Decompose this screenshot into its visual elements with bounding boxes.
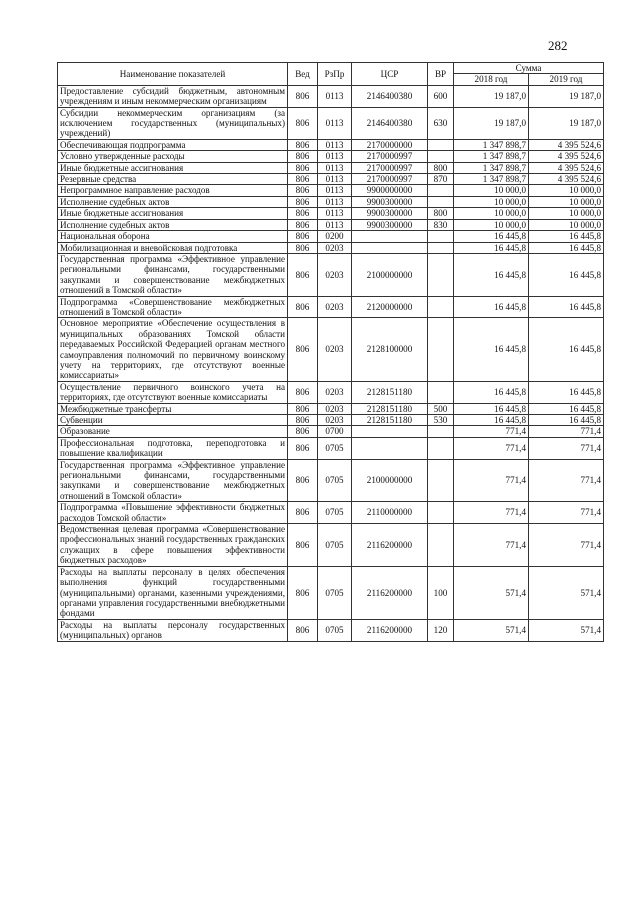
cell-vr: 800	[428, 208, 454, 219]
cell-vr: 530	[428, 415, 454, 426]
cell-sum-2018: 1 347 898,7	[454, 151, 529, 162]
cell-csr: 2170000997	[352, 174, 428, 185]
cell-sum-2018: 16 445,8	[454, 403, 529, 414]
cell-sum-2018: 771,4	[454, 524, 529, 567]
table-row	[58, 524, 604, 567]
cell-sum-2018: 571,4	[454, 566, 529, 619]
cell-vr	[428, 381, 454, 403]
table-row	[58, 253, 604, 296]
cell-csr	[352, 242, 428, 253]
cell-csr: 2170000997	[352, 162, 428, 173]
table-row	[58, 231, 604, 242]
cell-ved: 806	[288, 253, 318, 296]
cell-csr: 9900000000	[352, 185, 428, 196]
cell-rzpr: 0113	[318, 107, 352, 139]
cell-sum-2018: 771,4	[454, 437, 529, 459]
table-row	[58, 459, 604, 502]
cell-sum-2019: 4 395 524,6	[529, 174, 604, 185]
cell-ved: 806	[288, 426, 318, 437]
table-row	[58, 415, 604, 426]
table-row	[58, 139, 604, 150]
cell-sum-2018: 1 347 898,7	[454, 174, 529, 185]
cell-rzpr: 0113	[318, 185, 352, 196]
cell-csr: 2120000000	[352, 296, 428, 318]
cell-csr: 2128151180	[352, 415, 428, 426]
cell-sum-2018: 10 000,0	[454, 185, 529, 196]
cell-rzpr: 0113	[318, 139, 352, 150]
cell-vr: 120	[428, 619, 454, 641]
table-row	[58, 151, 604, 162]
table-row	[58, 185, 604, 196]
cell-rzpr: 0113	[318, 85, 352, 107]
cell-rzpr: 0705	[318, 566, 352, 619]
cell-sum-2018: 1 347 898,7	[454, 139, 529, 150]
cell-sum-2019: 571,4	[529, 619, 604, 641]
cell-vr: 870	[428, 174, 454, 185]
cell-ved: 806	[288, 162, 318, 173]
cell-rzpr: 0113	[318, 196, 352, 207]
cell-sum-2018: 1 347 898,7	[454, 162, 529, 173]
cell-rzpr: 0113	[318, 162, 352, 173]
cell-sum-2018: 771,4	[454, 459, 529, 502]
cell-ved: 806	[288, 85, 318, 107]
cell-name: Иные бюджетные ассигнования	[58, 208, 288, 219]
cell-rzpr: 0705	[318, 437, 352, 459]
cell-name: Осуществление первичного воинского учета на территориях, где отсутствуют военные комиссариаты	[58, 381, 288, 403]
cell-vr	[428, 296, 454, 318]
cell-sum-2019: 571,4	[529, 566, 604, 619]
cell-name: Межбюджетные трансферты	[58, 403, 288, 414]
cell-name: Иные бюджетные ассигнования	[58, 162, 288, 173]
cell-vr: 630	[428, 107, 454, 139]
cell-csr: 2170000997	[352, 151, 428, 162]
header-ved: Вед	[288, 63, 318, 86]
cell-vr: 500	[428, 403, 454, 414]
cell-name: Государственная программа «Эффективное управление региональными финансами, государственными закупками и совершенствование межбюджетных отношений в Томской области»	[58, 253, 288, 296]
table-row	[58, 107, 604, 139]
cell-name: Субвенции	[58, 415, 288, 426]
table-body	[58, 85, 604, 641]
cell-csr: 9900300000	[352, 208, 428, 219]
cell-sum-2018: 16 445,8	[454, 253, 529, 296]
cell-vr	[428, 196, 454, 207]
cell-csr: 9900300000	[352, 219, 428, 230]
cell-sum-2019: 4 395 524,6	[529, 139, 604, 150]
table-row	[58, 426, 604, 437]
cell-sum-2019: 771,4	[529, 524, 604, 567]
cell-csr	[352, 231, 428, 242]
table-row	[58, 219, 604, 230]
cell-name: Подпрограмма «Совершенствование межбюджетных отношений в Томской области»	[58, 296, 288, 318]
table-row	[58, 242, 604, 253]
cell-vr	[428, 318, 454, 381]
cell-csr: 2146400380	[352, 107, 428, 139]
cell-sum-2019: 771,4	[529, 459, 604, 502]
header-sum: Сумма	[454, 63, 604, 74]
cell-sum-2018: 10 000,0	[454, 219, 529, 230]
cell-rzpr: 0705	[318, 619, 352, 641]
cell-vr	[428, 459, 454, 502]
table-row	[58, 566, 604, 619]
cell-sum-2018: 16 445,8	[454, 381, 529, 403]
cell-name: Подпрограмма «Повышение эффективности бюджетных расходов Томской области»	[58, 502, 288, 524]
cell-csr: 2128151180	[352, 381, 428, 403]
cell-csr	[352, 437, 428, 459]
cell-ved: 806	[288, 403, 318, 414]
cell-vr	[428, 242, 454, 253]
cell-vr	[428, 151, 454, 162]
cell-vr: 600	[428, 85, 454, 107]
cell-ved: 806	[288, 208, 318, 219]
cell-vr	[428, 253, 454, 296]
cell-csr: 2116200000	[352, 566, 428, 619]
cell-name: Расходы на выплаты персоналу в целях обеспечения выполнения функций государственными (муниципальными) органами, казенными учреждениями, органами управления государственными внебюджетными фондами	[58, 566, 288, 619]
cell-rzpr: 0203	[318, 403, 352, 414]
cell-name: Исполнение судебных актов	[58, 196, 288, 207]
cell-sum-2019: 16 445,8	[529, 318, 604, 381]
cell-sum-2018: 19 187,0	[454, 107, 529, 139]
cell-sum-2019: 16 445,8	[529, 296, 604, 318]
cell-vr	[428, 524, 454, 567]
table-header	[58, 63, 604, 86]
cell-csr: 2128151180	[352, 403, 428, 414]
cell-sum-2019: 16 445,8	[529, 415, 604, 426]
cell-sum-2019: 10 000,0	[529, 196, 604, 207]
cell-sum-2019: 19 187,0	[529, 107, 604, 139]
cell-sum-2019: 16 445,8	[529, 242, 604, 253]
cell-rzpr: 0203	[318, 253, 352, 296]
cell-rzpr: 0203	[318, 296, 352, 318]
table-row	[58, 619, 604, 641]
cell-csr: 2128100000	[352, 318, 428, 381]
cell-ved: 806	[288, 242, 318, 253]
cell-csr: 2116200000	[352, 524, 428, 567]
cell-sum-2019: 10 000,0	[529, 185, 604, 196]
cell-rzpr: 0203	[318, 318, 352, 381]
cell-name: Исполнение судебных актов	[58, 219, 288, 230]
cell-vr	[428, 502, 454, 524]
cell-sum-2019: 16 445,8	[529, 381, 604, 403]
cell-name: Основное мероприятие «Обеспечение осуществления в муниципальных образованиях Томской области передаваемых Российской Федерацией органам местного самоуправления полномочий по первичному воинскому учету на территориях, где отсутствуют военные комиссариаты»	[58, 318, 288, 381]
cell-name: Профессиональная подготовка, переподготовка и повышение квалификации	[58, 437, 288, 459]
cell-name: Предоставление субсидий бюджетным, автономным учреждениям и иным некоммерческим организациям	[58, 85, 288, 107]
cell-ved: 806	[288, 437, 318, 459]
cell-sum-2018: 16 445,8	[454, 318, 529, 381]
cell-name: Субсидии некоммерческим организациям (за исключением государственных (муниципальных) учреждений)	[58, 107, 288, 139]
cell-name: Непрограммное направление расходов	[58, 185, 288, 196]
cell-ved: 806	[288, 566, 318, 619]
cell-sum-2019: 771,4	[529, 426, 604, 437]
cell-name: Государственная программа «Эффективное управление региональными финансами, государственными закупками и совершенствование межбюджетных отношений в Томской области»	[58, 459, 288, 502]
cell-sum-2019: 10 000,0	[529, 208, 604, 219]
header-2019: 2019 год	[529, 74, 604, 85]
cell-vr: 830	[428, 219, 454, 230]
cell-ved: 806	[288, 231, 318, 242]
cell-rzpr: 0203	[318, 242, 352, 253]
cell-ved: 806	[288, 524, 318, 567]
cell-sum-2019: 16 445,8	[529, 403, 604, 414]
cell-rzpr: 0200	[318, 231, 352, 242]
header-2018: 2018 год	[454, 74, 529, 85]
budget-table	[57, 62, 604, 642]
cell-rzpr: 0113	[318, 219, 352, 230]
table-row	[58, 196, 604, 207]
table-row	[58, 85, 604, 107]
cell-sum-2019: 4 395 524,6	[529, 162, 604, 173]
cell-ved: 806	[288, 174, 318, 185]
cell-csr: 2100000000	[352, 459, 428, 502]
cell-csr: 9900300000	[352, 196, 428, 207]
cell-vr: 100	[428, 566, 454, 619]
cell-rzpr: 0705	[318, 502, 352, 524]
cell-vr	[428, 139, 454, 150]
cell-sum-2018: 16 445,8	[454, 296, 529, 318]
cell-csr: 2100000000	[352, 253, 428, 296]
cell-rzpr: 0113	[318, 151, 352, 162]
header-csr: ЦСР	[352, 63, 428, 86]
header-vr: ВР	[428, 63, 454, 86]
table-row	[58, 381, 604, 403]
cell-sum-2018: 19 187,0	[454, 85, 529, 107]
table-row	[58, 162, 604, 173]
cell-ved: 806	[288, 185, 318, 196]
cell-csr: 2116200000	[352, 619, 428, 641]
table-row	[58, 318, 604, 381]
cell-vr	[428, 437, 454, 459]
table-row	[58, 296, 604, 318]
cell-ved: 806	[288, 139, 318, 150]
cell-name: Обеспечивающая подпрограмма	[58, 139, 288, 150]
page-number: 282	[548, 38, 568, 53]
cell-name: Резервные средства	[58, 174, 288, 185]
cell-name: Ведомственная целевая программа «Совершенствование профессиональных знаний государственных гражданских служащих в сфере повышения эффективности бюджетных расходов»	[58, 524, 288, 567]
header-rzpr: РзПр	[318, 63, 352, 86]
cell-sum-2018: 16 445,8	[454, 231, 529, 242]
cell-sum-2019: 10 000,0	[529, 219, 604, 230]
cell-rzpr: 0113	[318, 174, 352, 185]
cell-sum-2018: 771,4	[454, 502, 529, 524]
cell-ved: 806	[288, 219, 318, 230]
cell-ved: 806	[288, 415, 318, 426]
cell-name: Расходы на выплаты персоналу государственных (муниципальных) органов	[58, 619, 288, 641]
cell-rzpr: 0700	[318, 426, 352, 437]
table-row	[58, 174, 604, 185]
cell-rzpr: 0203	[318, 381, 352, 403]
cell-rzpr: 0203	[318, 415, 352, 426]
cell-vr	[428, 231, 454, 242]
cell-name: Национальная оборона	[58, 231, 288, 242]
cell-ved: 806	[288, 296, 318, 318]
cell-sum-2018: 10 000,0	[454, 196, 529, 207]
cell-rzpr: 0705	[318, 459, 352, 502]
cell-sum-2019: 4 395 524,6	[529, 151, 604, 162]
cell-ved: 806	[288, 619, 318, 641]
table-row	[58, 437, 604, 459]
cell-sum-2018: 16 445,8	[454, 242, 529, 253]
cell-ved: 806	[288, 196, 318, 207]
cell-sum-2018: 16 445,8	[454, 415, 529, 426]
cell-sum-2019: 771,4	[529, 437, 604, 459]
cell-sum-2019: 16 445,8	[529, 253, 604, 296]
cell-rzpr: 0705	[318, 524, 352, 567]
cell-csr	[352, 426, 428, 437]
cell-ved: 806	[288, 502, 318, 524]
cell-vr	[428, 426, 454, 437]
cell-ved: 806	[288, 107, 318, 139]
cell-vr: 800	[428, 162, 454, 173]
cell-sum-2018: 771,4	[454, 426, 529, 437]
table-row	[58, 502, 604, 524]
cell-ved: 806	[288, 381, 318, 403]
cell-sum-2018: 10 000,0	[454, 208, 529, 219]
cell-ved: 806	[288, 318, 318, 381]
cell-csr: 2110000000	[352, 502, 428, 524]
header-name: Наименование показателей	[58, 63, 288, 86]
cell-name: Условно утвержденные расходы	[58, 151, 288, 162]
cell-vr	[428, 185, 454, 196]
cell-name: Мобилизационная и вневойсковая подготовка	[58, 242, 288, 253]
cell-csr: 2146400380	[352, 85, 428, 107]
cell-name: Образование	[58, 426, 288, 437]
cell-sum-2019: 19 187,0	[529, 85, 604, 107]
cell-ved: 806	[288, 459, 318, 502]
cell-ved: 806	[288, 151, 318, 162]
cell-sum-2019: 16 445,8	[529, 231, 604, 242]
cell-csr: 2170000000	[352, 139, 428, 150]
cell-sum-2018: 571,4	[454, 619, 529, 641]
cell-sum-2019: 771,4	[529, 502, 604, 524]
cell-rzpr: 0113	[318, 208, 352, 219]
table-row	[58, 208, 604, 219]
table-row	[58, 403, 604, 414]
